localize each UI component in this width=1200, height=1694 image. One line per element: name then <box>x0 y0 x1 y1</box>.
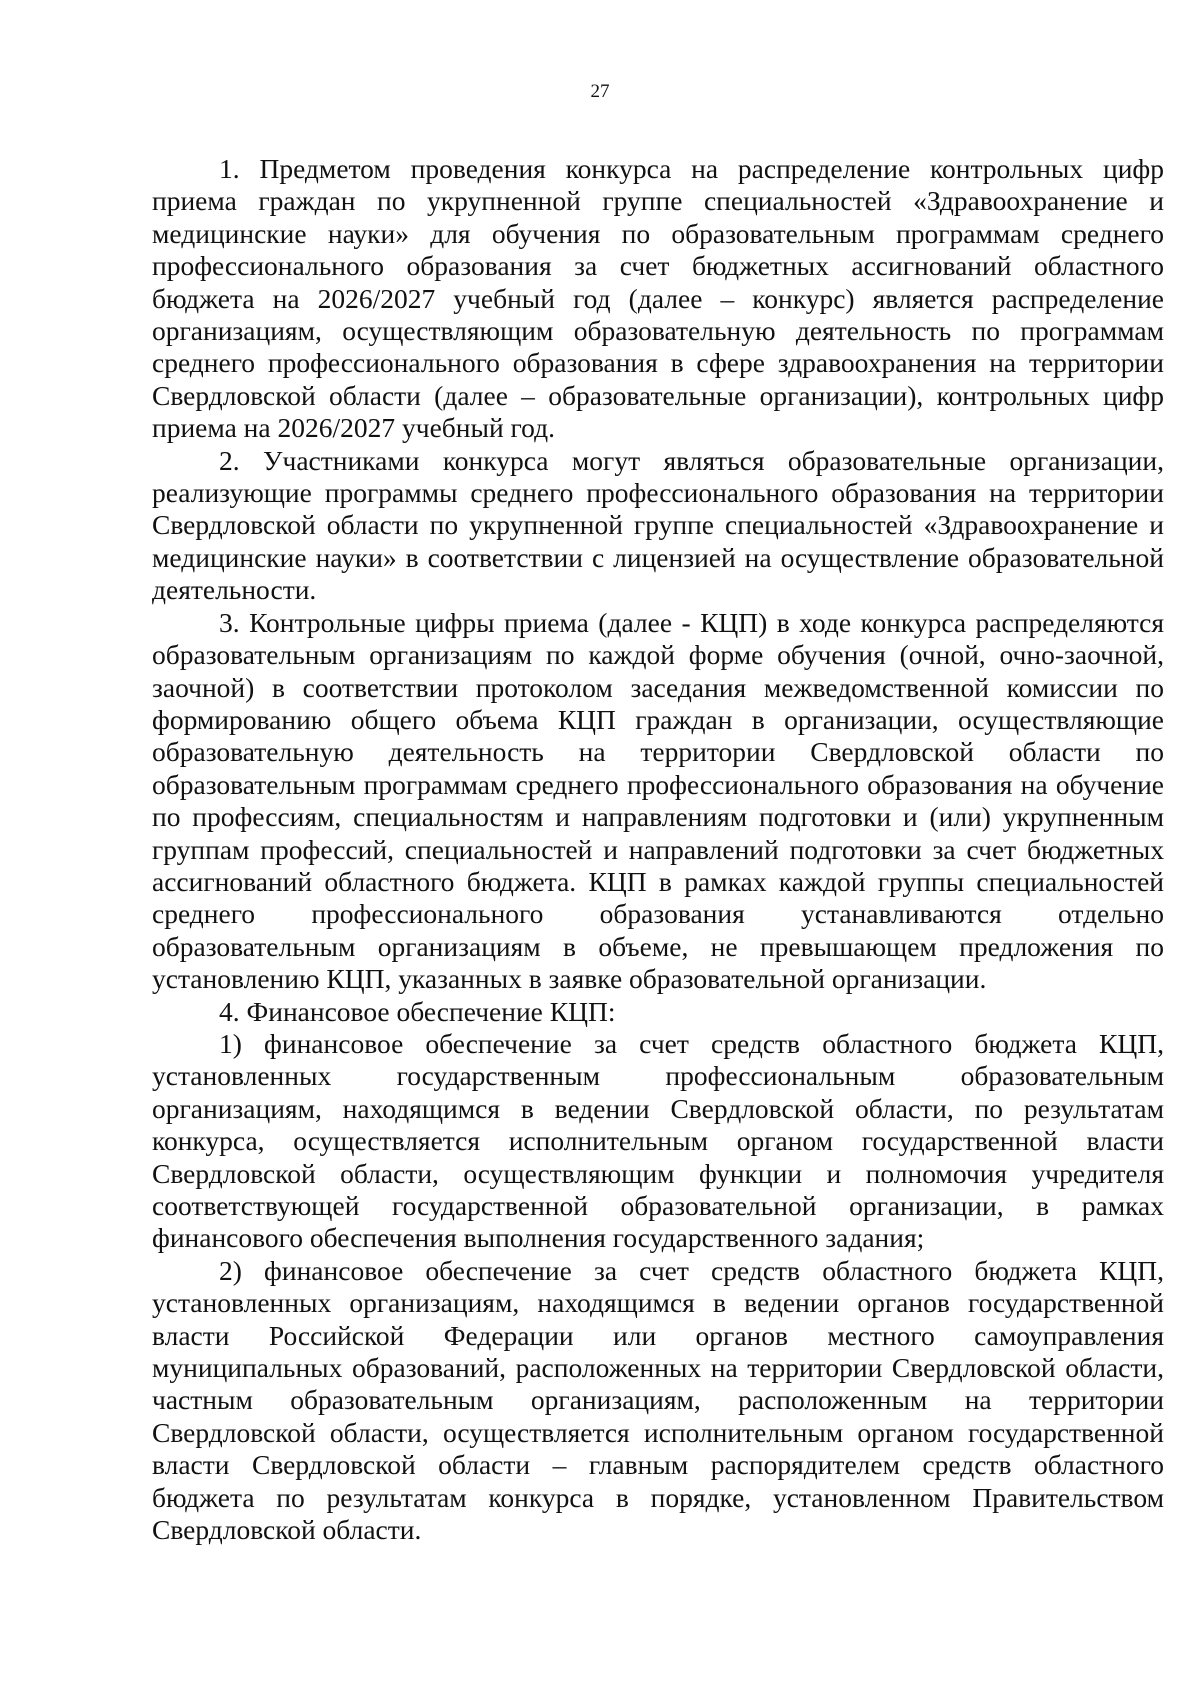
document-body <box>152 153 1164 1546</box>
paragraph-4-1-financing-state: 1) финансовое обеспечение за счет средств областного бюджета КЦП, установленных государственным профессиональным образовательным организациям, находящимся в ведении Свердловской области, по результатам конкурса, осуществляется исполнительным органом государственной власти Свердловской области, осуществляющим функции и полномочия учредителя соответствующей государственной образовательной организации, в рамках финансового обеспечения выполнения государственного задания; <box>152 1027 1164 1254</box>
paragraph-2-participants: 2. Участниками конкурса могут являться образовательные организации, реализующие программы среднего профессионального образования на территории Свердловской области по укрупненной группе специальностей «Здравоохранение и медицинские науки» в соответствии с лицензией на осуществление образовательной деятельности. <box>152 444 1164 606</box>
paragraph-4-financing-heading: 4. Финансовое обеспечение КЦП: <box>219 995 616 1027</box>
page-number: 27 <box>590 81 610 102</box>
paragraph-4-2-financing-other: 2) финансовое обеспечение за счет средств областного бюджета КЦП, установленных организациям, находящимся в ведении органов государственной власти Российской Федерации или органов местного самоуправления муниципальных образований, расположенных на территории Свердловской области, частным образовательным организациям, расположенным на территории Свердловской области, осуществляется исполнительным органом государственной власти Свердловской области – главным распорядителем средств областного бюджета по результатам конкурса в порядке, установленном Правительством Свердловской области. <box>152 1254 1164 1546</box>
paragraph-1-subject: 1. Предметом проведения конкурса на распределение контрольных цифр приема граждан по укрупненной группе специальностей «Здравоохранение и медицинские науки» для обучения по образовательным программам среднего профессионального образования за счет бюджетных ассигнований областного бюджета на 2026/2027 учебный год (далее – конкурс) является распределение организациям, осуществляющим образовательную деятельность по программам среднего профессионального образования в сфере здравоохранения на территории Свердловской области (далее – образовательные организации), контрольных цифр приема на 2026/2027 учебный год. <box>152 153 1164 444</box>
paragraph-3-control-figures: 3. Контрольные цифры приема (далее - КЦП) в ходе конкурса распределяются образовательным организациям по каждой форме обучения (очной, очно-заочной, заочной) в соответствии протоколом заседания межведомственной комиссии по формированию общего объема КЦП граждан в организации, осуществляющие образовательную деятельность на территории Свердловской области по образовательным программам среднего профессионального образования на обучение по профессиям, специальностям и направлениям подготовки и (или) укрупненным группам профессий, специальностей и направлений подготовки за счет бюджетных ассигнований областного бюджета. КЦП в рамках каждой группы специальностей среднего профессионального образования устанавливаются отдельно образовательным организациям в объеме, не превышающем предложения по установлению КЦП, указанных в заявке образовательной организации. <box>152 606 1164 995</box>
